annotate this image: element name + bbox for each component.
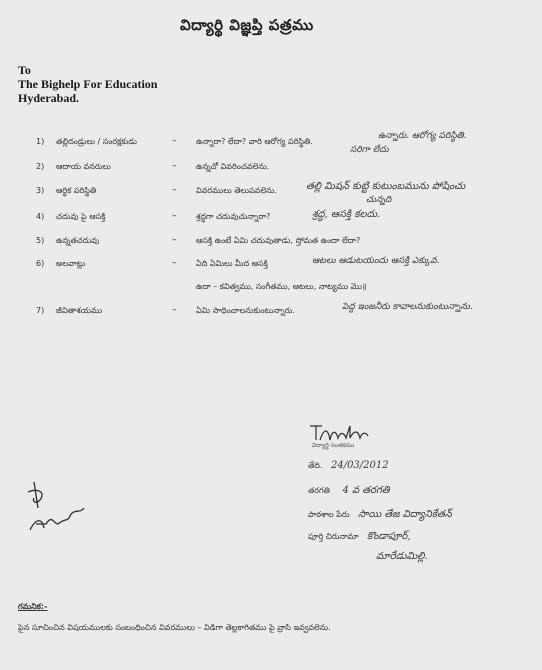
row-dash: – [172, 305, 177, 315]
form-row [0, 255, 542, 275]
row-number: 1) [36, 137, 45, 146]
row-number: 5) [36, 236, 45, 245]
class-label: తరగతి [308, 486, 330, 495]
row-dash: – [172, 185, 177, 195]
form-row [0, 158, 542, 178]
form-row [0, 232, 542, 252]
row-answer: తల్లి మిషన్ కుట్టి కుటుంబమును పోషించు [306, 181, 466, 192]
address-city: Hyderabad. [18, 91, 80, 105]
row-answer-line2: సరిగా లేదు [350, 145, 389, 155]
row-label: అలవాట్లు [56, 259, 86, 268]
row-question: ఏది ఏమిలు మీద ఆసక్తి [196, 259, 268, 268]
row-answer: పెద్ద ఇంజనీరు కావాలనుకుంటున్నాను. [342, 302, 473, 312]
form-row [0, 208, 542, 228]
row-dash: – [172, 258, 177, 268]
row-label: చదువు పై ఆసక్తి [56, 212, 106, 221]
row-question: ఉన్నచో వివరించవలెను. [196, 162, 270, 171]
school-line [308, 508, 452, 522]
guardian-signature [24, 478, 94, 542]
row-label: ఉన్నతచదువు [56, 236, 100, 245]
address-line-2 [376, 550, 428, 564]
full-address-value: కొండాపూర్, [367, 531, 411, 542]
row-answer-line2: చున్నది [366, 195, 392, 205]
form-row [0, 302, 542, 322]
row-dash: – [172, 211, 177, 221]
note-heading: గమనిక:- [18, 602, 48, 611]
school-label: పాఠశాల పేరు [308, 510, 350, 519]
row-question-example: ఉదా – కవిత్వము, సంగీతము, ఆటలు, నాట్యము మొ॥ [196, 282, 367, 291]
school-value: సాయి తేజ విద్యానికేతన్ [358, 509, 452, 520]
class-value: 4 వ తరగతి [342, 485, 390, 496]
recipient-address [18, 63, 157, 105]
row-label: ఆదాయ వనరులు [56, 162, 111, 171]
date-line [308, 460, 389, 472]
address-line [308, 530, 411, 544]
row-label: ఆర్థిక పరిస్థితి [56, 186, 97, 195]
row-number: 3) [36, 186, 45, 195]
row-label: జీవితాశయము [56, 306, 103, 315]
address-org: The Bighelp For Education [18, 77, 158, 91]
row-question: శ్రద్ధగా చదువుచున్నారా? [196, 212, 271, 221]
signature-caption: విద్యార్థి సంతకము [312, 442, 355, 449]
row-dash: – [172, 136, 177, 146]
row-answer: ఆటలు ఆడుటయందు ఆసక్తి ఎక్కువ. [312, 256, 440, 266]
date-label: తేది. [308, 461, 323, 470]
row-number: 4) [36, 212, 45, 221]
row-question: ఏమి సాధించాలనుకుంటున్నారు. [196, 306, 295, 315]
row-dash: – [172, 235, 177, 245]
row-number: 7) [36, 306, 45, 315]
page-title: విద్యార్థి విజ్ఞప్తి పత్రము [180, 16, 314, 34]
address-to: To [18, 63, 31, 77]
form-row [0, 181, 542, 205]
row-number: 2) [36, 162, 45, 171]
row-question: వివరములు తెలుపవలెను. [196, 186, 277, 195]
row-label: తల్లిదండ్రులు / సంరక్షకుడు [56, 137, 137, 146]
row-number: 6) [36, 259, 45, 268]
full-address-value-2: మారేడుమిల్లి. [376, 551, 428, 562]
note-text: పైన సూచించిన విషయములకు సంబంధించిన వివరములు – విడిగా తెల్లకాగితము పై వ్రాసి ఇవ్వవలెను. [18, 623, 331, 632]
row-answer: శ్రద్ధ, ఆసక్తి కలదు. [312, 209, 381, 220]
full-address-label: పూర్తి చిరునామా [308, 532, 359, 541]
class-line [308, 484, 390, 498]
row-answer: ఉన్నారు. ఆరోగ్య పరిస్థితి. [378, 131, 467, 141]
row-dash: – [172, 161, 177, 171]
row-question: ఆసక్తి ఉంటే ఏమి చదువుతాడు, స్తోమత ఉందా లేదా? [196, 236, 361, 245]
row-question: ఉన్నారా? లేదా? వారి ఆరోగ్య పరిస్థితి. [196, 137, 313, 146]
date-value: 24/03/2012 [330, 460, 389, 471]
form-row [0, 133, 542, 153]
